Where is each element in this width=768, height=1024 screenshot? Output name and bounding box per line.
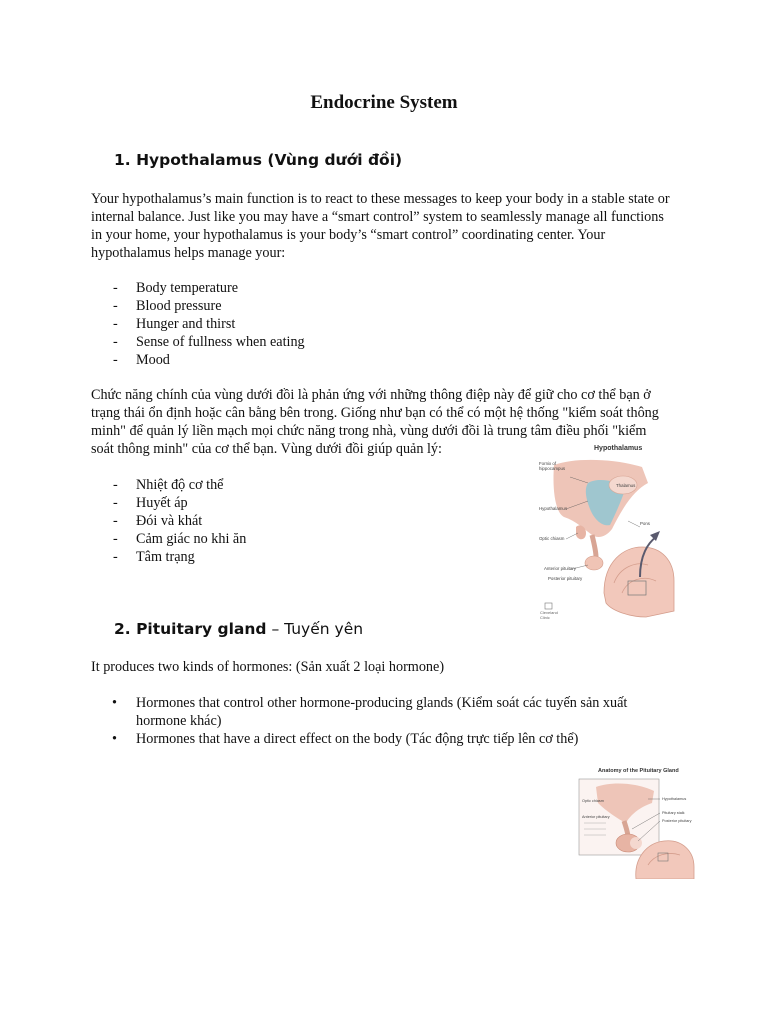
hypothalamus-diagram	[536, 443, 676, 625]
hypothalamus-list-en	[91, 279, 305, 369]
hypothalamus-list-vi	[91, 476, 246, 566]
hypothalamus-figure-title: Hypothalamus	[594, 445, 643, 452]
list-item: • Hormones that control other hormone-producing glands (Kiểm soát các tuyến sản xuất hormone khác)	[91, 694, 671, 730]
label-hypothalamus: Hypothalamus	[539, 506, 568, 511]
label-optic-chiasm: Optic chiasm	[539, 536, 565, 541]
hypothalamus-paragraph-en: Your hypothalamus’s main function is to react to these messages to keep your body in a stable state or internal balance. Just like you may have a “smart control” system to seamlessly manage all functions in your home, your hypothalamus is your body’s “smart control” coordinating center. Your hypothalamus helps manage your:	[91, 191, 670, 261]
list-item: - Sense of fullness when eating	[91, 333, 305, 351]
list-item: - Tâm trạng	[91, 548, 246, 566]
list-item: - Huyết áp	[91, 494, 246, 512]
pituitary-bullet-list	[91, 694, 671, 748]
clinic-logo: Cleveland Clinic	[540, 610, 558, 620]
list-item: - Nhiệt độ cơ thể	[91, 476, 246, 494]
label-anterior-pituitary-2: Anterior pituitary	[582, 815, 610, 819]
label-pons: Pons	[640, 521, 651, 526]
list-item: - Blood pressure	[91, 297, 305, 315]
list-item: • Hormones that have a direct effect on the body (Tác động trực tiếp lên cơ thể)	[91, 730, 671, 748]
section-pituitary-heading	[114, 620, 363, 638]
label-thalamus: Thalamus	[616, 483, 636, 488]
label-fornix: Fornix of hippocampus	[539, 461, 566, 471]
document-title: Endocrine System	[310, 92, 458, 113]
label-posterior-pituitary-2: Posterior pituitary	[662, 819, 692, 823]
label-optic-chiasm-2: Optic chiasm	[582, 799, 604, 803]
label-anterior-pituitary: Anterior pituitary	[544, 566, 576, 571]
hypothalamus-paragraph-vi: Chức năng chính của vùng dưới đồi là phản ứng với những thông điệp này để giữ cho cơ thể bạn ở trạng thái ổn định hoặc cân bằng bên trong. Giống như bạn có thể có một hệ thống "kiểm soát thông minh" để quản lý liền mạch mọi chức năng trong nhà, vùng dưới đồi là trung tâm điều phối "kiểm soát thông minh" của cơ thể bạn. Vùng dưới đồi giúp quản lý:	[91, 387, 659, 457]
pituitary-heading-translation: – Tuyến yên	[266, 620, 364, 638]
label-posterior-pituitary: Posterior pituitary	[548, 576, 583, 581]
list-item: - Mood	[91, 351, 305, 369]
pituitary-anatomy-diagram	[576, 763, 696, 879]
label-hypothalamus-2: Hypothalamus	[662, 797, 687, 801]
pituitary-intro: It produces two kinds of hormones: (Sản xuất 2 loại hormone)	[91, 659, 445, 675]
label-pituitary-stalk: Pituitary stalk	[662, 811, 685, 815]
list-item: - Body temperature	[91, 279, 305, 297]
section-hypothalamus-heading: 1. Hypothalamus (Vùng dưới đồi)	[114, 151, 403, 169]
pituitary-figure-title: Anatomy of the Pituitary Gland	[598, 768, 679, 774]
list-item: - Cảm giác no khi ăn	[91, 530, 246, 548]
pituitary-heading-bold: 2. Pituitary gland	[114, 620, 267, 638]
list-item: - Đói và khát	[91, 512, 246, 530]
list-item: - Hunger and thirst	[91, 315, 305, 333]
